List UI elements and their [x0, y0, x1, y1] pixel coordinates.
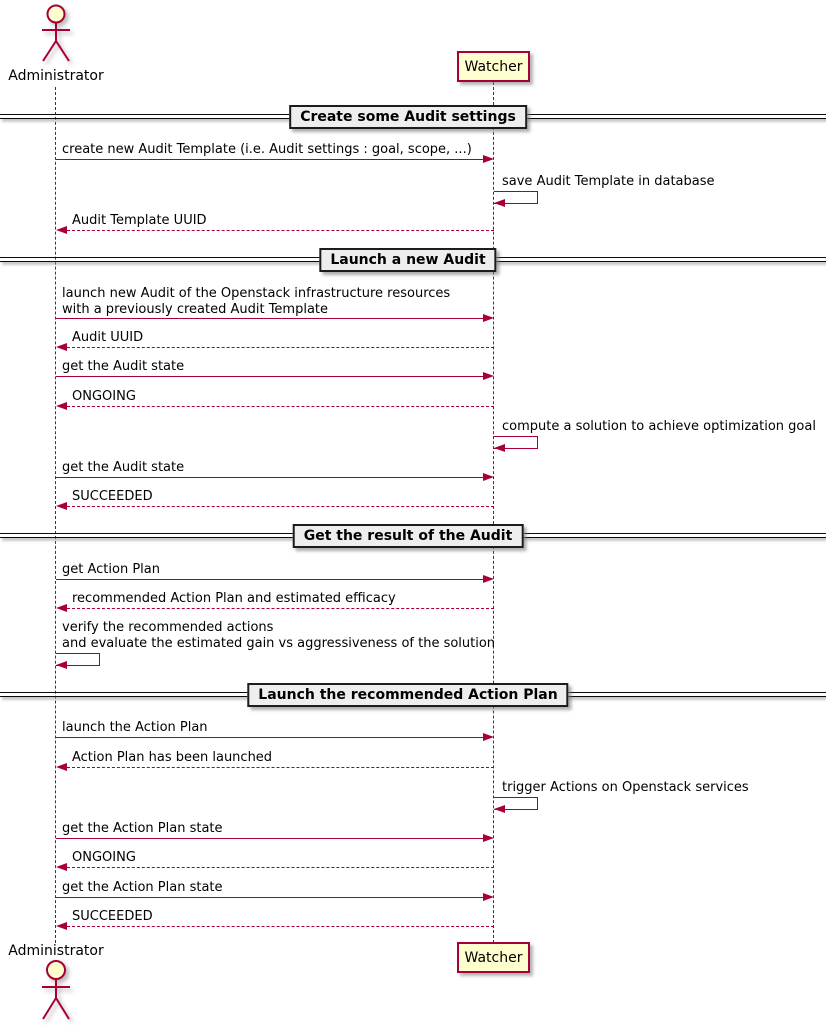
arrowhead-left-icon — [494, 805, 505, 813]
arrowhead-left-icon — [56, 226, 67, 234]
message-line — [56, 897, 484, 898]
divider-label: Launch the recommended Action Plan — [247, 683, 568, 707]
message-line — [67, 867, 494, 868]
message-label-line2: with a previously created Audit Template — [62, 302, 329, 317]
message-label: verify the recommended actions — [62, 620, 274, 635]
arrowhead-left-icon — [56, 863, 67, 871]
message-label: get the Audit state — [62, 460, 185, 475]
arrowhead-left-icon — [56, 402, 67, 410]
arrowhead-right-icon — [483, 834, 494, 842]
message-line — [56, 318, 484, 319]
message-label: Audit UUID — [72, 330, 144, 345]
arrowhead-left-icon — [494, 444, 505, 452]
message-label: recommended Action Plan and estimated efficacy — [72, 591, 396, 606]
arrowhead-left-icon — [56, 502, 67, 510]
message-label: get the Action Plan state — [62, 880, 223, 895]
message-label: create new Audit Template (i.e. Audit settings : goal, scope, ...) — [62, 142, 472, 157]
message-line — [56, 477, 484, 478]
message-line — [56, 737, 484, 738]
arrowhead-left-icon — [56, 604, 67, 612]
divider-label: Get the result of the Audit — [293, 524, 524, 548]
lifeline-watcher — [493, 82, 494, 943]
message-line — [67, 926, 494, 927]
message-line — [56, 376, 484, 377]
actor-administrator-label-bottom: Administrator — [8, 943, 104, 959]
arrowhead-right-icon — [483, 893, 494, 901]
arrowhead-left-icon — [56, 763, 67, 771]
message-line — [67, 608, 494, 609]
participant-watcher-label-bottom: Watcher — [464, 949, 523, 966]
message-label: Audit Template UUID — [72, 213, 207, 228]
actor-administrator-label-top: Administrator — [8, 68, 104, 84]
lifeline-administrator — [55, 87, 56, 943]
message-label: get Action Plan — [62, 562, 160, 577]
message-label: get the Audit state — [62, 359, 185, 374]
actor-icon — [32, 958, 80, 1024]
message-line — [56, 838, 484, 839]
arrowhead-left-icon — [494, 199, 505, 207]
arrowhead-right-icon — [483, 372, 494, 380]
message-line — [56, 579, 484, 580]
divider-label: Create some Audit settings — [289, 105, 527, 129]
message-label: save Audit Template in database — [502, 174, 715, 189]
message-label: Action Plan has been launched — [72, 750, 273, 765]
message-label: ONGOING — [72, 389, 136, 404]
message-label: launch the Action Plan — [62, 720, 208, 735]
message-label: SUCCEEDED — [72, 489, 153, 504]
message-line — [67, 230, 494, 231]
arrowhead-right-icon — [483, 155, 494, 163]
participant-watcher-top — [457, 51, 530, 82]
message-label: get the Action Plan state — [62, 821, 223, 836]
message-line — [67, 506, 494, 507]
arrowhead-right-icon — [483, 314, 494, 322]
arrowhead-left-icon — [56, 661, 67, 669]
message-line — [67, 767, 494, 768]
message-line — [67, 406, 494, 407]
arrowhead-right-icon — [483, 473, 494, 481]
message-label: compute a solution to achieve optimization goal — [502, 419, 816, 434]
message-label: launch new Audit of the Openstack infrastructure resources — [62, 286, 451, 301]
message-label: SUCCEEDED — [72, 909, 153, 924]
message-label: ONGOING — [72, 850, 136, 865]
arrowhead-left-icon — [56, 922, 67, 930]
message-line — [67, 347, 494, 348]
message-label: trigger Actions on Openstack services — [502, 780, 749, 795]
arrowhead-right-icon — [483, 733, 494, 741]
participant-watcher-bottom — [457, 942, 530, 973]
message-label-line2: and evaluate the estimated gain vs aggressiveness of the solution — [62, 636, 496, 651]
divider-label: Launch a new Audit — [319, 248, 496, 272]
arrowhead-right-icon — [483, 575, 494, 583]
message-line — [56, 159, 484, 160]
arrowhead-left-icon — [56, 343, 67, 351]
actor-icon — [32, 3, 80, 65]
participant-watcher-label-top: Watcher — [464, 58, 523, 75]
